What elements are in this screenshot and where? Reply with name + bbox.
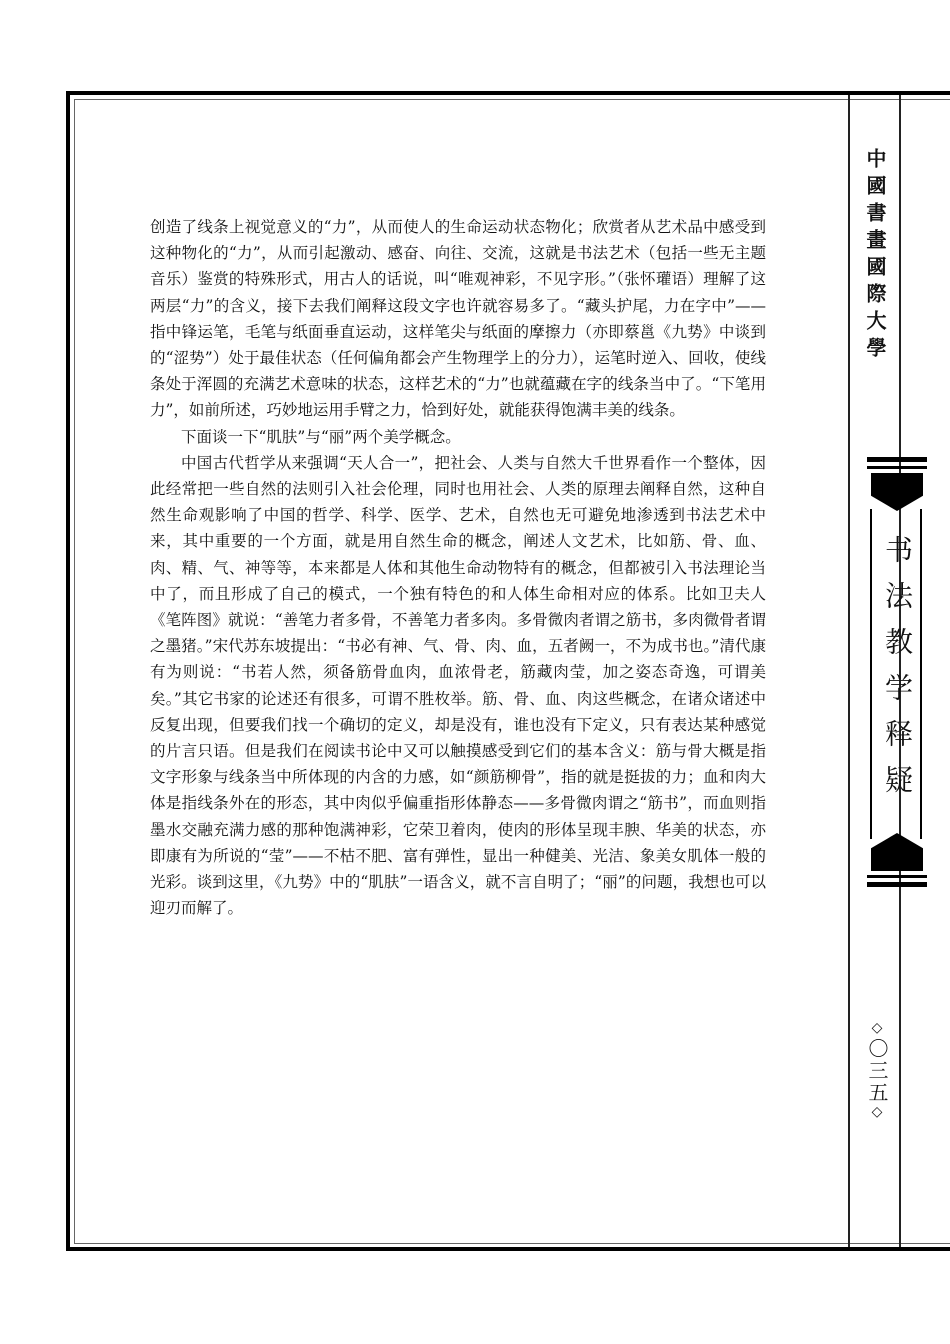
paragraph: 中国古代哲学从来强调“天人合一”，把社会、人类与自然大千世界看作一个整体，因此经常把一些自然的法则引入社会伦理，同时也用社会、人类的原理去阐释自然，这种自然生命观影响了中国的哲学、科学、医学、艺术，自然也无可避免地渗透到书法艺术中来，其中重要的一个方面，就是用自然生命的概念，阐述人文艺术，比如筋、骨、血、肉、精、气、神等等，本来都是人体和其他生命动物特有的概念，但都被引入书法理论当中了，而且形成了自己的模式，一个独有特色的和人体生命相对应的体系。比如卫夫人《笔阵图》就说：“善笔力者多骨，不善笔力者多肉。多骨微肉者谓之筋书，多肉微骨者谓之墨猪。”宋代苏东坡提出：“书必有神、气、骨、肉、血，五者阙一，不为成书也。”清代康有为则说：“书若人然，须备筋骨血肉，血浓骨老，筋藏肉莹，加之姿态奇逸，可谓美矣。”其它书家的论述还有很多，可谓不胜枚举。筋、骨、血、肉这些概念，在诸众诸述中反复出现，但要我们找一个确切的定义，却是没有，谁也没有下定义，只有表达某种感觉的片言只语。但是我们在阅读书论中又可以触摸感受到它们的基本含义：筋与骨大概是指文字形象与线条当中所体现的内含的力感，如“颜筋柳骨”，指的就是挺拔的力；血和肉大体是指线条外在的形态，其中肉似乎偏重指形体静态——多骨微肉谓之“筋书”，而血则指墨水交融充满力感的那种饱满神彩，它荣卫着肉，使肉的形体呈现丰腴、华美的状态，亦即康有为所说的“莹”——不枯不肥、富有弹性，显出一种健美、光洁、象美女肌体一般的光彩。谈到这里，《九势》中的“肌肤”一语含义，就不言自明了；“丽”的问题，我想也可以迎刃而解了。 (150, 453, 766, 918)
panel-banner-top (871, 473, 923, 511)
diamond-icon: ◇ (869, 1104, 885, 1122)
series-title: 中國書畫國際大學 (863, 148, 887, 364)
body-text (150, 214, 766, 921)
diamond-icon: ◇ (869, 1020, 885, 1038)
page-frame-inner-left (74, 99, 75, 1243)
panel-rule-bottom-thick (867, 882, 927, 887)
panel-rule-top-thin (867, 466, 927, 469)
margin-column-line-left (848, 95, 850, 1247)
panel-rule-bottom-thin (867, 875, 927, 878)
paragraph: 创造了线条上视觉意义的“力”，从而使人的生命运动状态物化；欣赏者从艺术品中感受到这种物化的“力”，从而引起激动、感奋、向往、交流，这就是书法艺术（包括一些无主题音乐）鉴赏的特殊形式，用古人的话说，叫“唯观神彩，不见字形。”（张怀瓘语）理解了这两层“力”的含义，接下去我们阐释这段文字也许就容易多了。“藏头护尾，力在字中”——指中锋运笔，毛笔与纸面垂直运动，这样笔尖与纸面的摩擦力（亦即蔡邕《九势》中谈到的“涩势”）处于最佳状态（任何偏角都会产生物理学上的分力），运笔时逆入、回收，使线条处于浑圆的充满艺术意味的状态，这样艺术的“力”也就蕴藏在字的线条当中了。“下笔用力”，如前所述，巧妙地运用手臂之力，恰到好处，就能获得饱满丰美的线条。 (150, 218, 766, 420)
paragraph: 下面谈一下“肌肤”与“丽”两个美学概念。 (181, 427, 461, 446)
book-title-panel (867, 457, 927, 887)
book-title: 书法教学释疑 (881, 535, 914, 811)
page-frame-bottom (66, 1247, 950, 1251)
panel-rule-top-thick (867, 457, 927, 462)
page-number-text: 〇三五 (865, 1038, 889, 1104)
page-frame-left (66, 91, 70, 1251)
page-frame-inner-bottom (74, 1243, 950, 1244)
page-number (862, 1020, 892, 1122)
page-frame-top (66, 91, 950, 95)
page-frame-inner-top (74, 99, 950, 100)
